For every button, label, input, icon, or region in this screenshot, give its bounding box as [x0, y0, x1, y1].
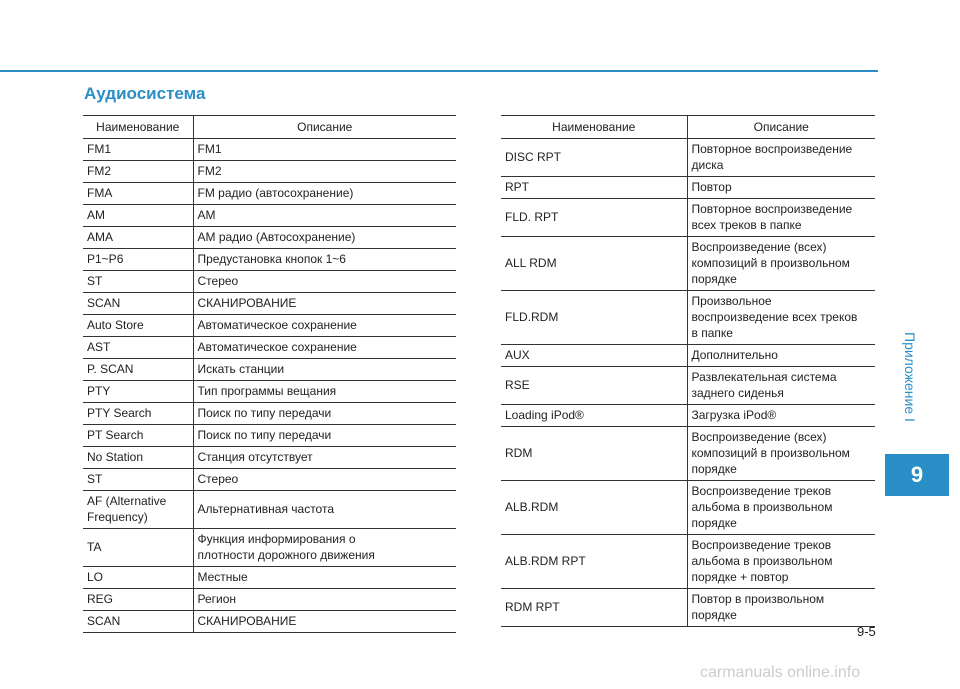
table-row [83, 337, 456, 359]
table-row [83, 139, 456, 161]
cell-name: DISC RPT [501, 139, 687, 177]
table-row [83, 491, 456, 529]
chapter-number-tab: 9 [885, 454, 949, 496]
table-row [501, 427, 875, 481]
cell-description: СКАНИРОВАНИЕ [193, 611, 456, 633]
cell-name: P1~P6 [83, 249, 193, 271]
cell-description: Станция отсутствует [193, 447, 456, 469]
cell-name: ST [83, 271, 193, 293]
cell-description: Автоматическое сохранение [193, 315, 456, 337]
cell-name: ST [83, 469, 193, 491]
table-row [501, 481, 875, 535]
cell-name: No Station [83, 447, 193, 469]
table-row [501, 405, 875, 427]
cell-name: SCAN [83, 293, 193, 315]
table-header-row [501, 116, 875, 139]
table-row [83, 293, 456, 315]
cell-description: Повтор [687, 177, 875, 199]
cell-description: Альтернативная частота [193, 491, 456, 529]
column-header-description: Описание [687, 116, 875, 139]
cell-description: Воспроизведение (всех) композиций в произвольном порядке [687, 427, 875, 481]
cell-name: TA [83, 529, 193, 567]
cell-description: Поиск по типу передачи [193, 425, 456, 447]
cell-description: Автоматическое сохранение [193, 337, 456, 359]
cell-name: Loading iPod® [501, 405, 687, 427]
cell-name: LO [83, 567, 193, 589]
side-tab-label: Приложение I [902, 332, 918, 422]
column-header-name: Наименование [83, 116, 193, 139]
cell-description: Повтор в произвольном порядке [687, 589, 875, 627]
cell-name: AM [83, 205, 193, 227]
cell-description: Повторное воспроизведение всех треков в папке [687, 199, 875, 237]
table-row [83, 529, 456, 567]
cell-name: PT Search [83, 425, 193, 447]
cell-name: AMA [83, 227, 193, 249]
table-row [501, 199, 875, 237]
cell-name: REG [83, 589, 193, 611]
section-title: Аудиосистема [84, 84, 206, 103]
table-row [83, 403, 456, 425]
cell-name: RDM [501, 427, 687, 481]
cell-description: Стерео [193, 469, 456, 491]
cell-description: Регион [193, 589, 456, 611]
table-row [83, 271, 456, 293]
cell-name: AUX [501, 345, 687, 367]
table-row [83, 469, 456, 491]
cell-name: Auto Store [83, 315, 193, 337]
cell-description: FM радио (автосохранение) [193, 183, 456, 205]
table-row [83, 205, 456, 227]
page-number: 9-5 [857, 624, 876, 639]
cell-description: Воспроизведение треков альбома в произвольном порядке [687, 481, 875, 535]
cell-name: SCAN [83, 611, 193, 633]
table-row [83, 161, 456, 183]
cell-name: RDM RPT [501, 589, 687, 627]
table-row [501, 345, 875, 367]
cell-description: FM1 [193, 139, 456, 161]
cell-description: Искать станции [193, 359, 456, 381]
cell-description: Воспроизведение (всех) композиций в произвольном порядке [687, 237, 875, 291]
table-row [83, 249, 456, 271]
column-header-name: Наименование [501, 116, 687, 139]
cell-description: Повторное воспроизведение диска [687, 139, 875, 177]
table-row [83, 611, 456, 633]
column-header-description: Описание [193, 116, 456, 139]
cell-description: AM [193, 205, 456, 227]
cell-name: RSE [501, 367, 687, 405]
cell-description: Дополнительно [687, 345, 875, 367]
table-row [83, 589, 456, 611]
cell-description: Поиск по типу передачи [193, 403, 456, 425]
table-row [83, 381, 456, 403]
cell-name: FM2 [83, 161, 193, 183]
cell-description: СКАНИРОВАНИЕ [193, 293, 456, 315]
cell-name: FM1 [83, 139, 193, 161]
cell-description: Предустановка кнопок 1~6 [193, 249, 456, 271]
table-row [501, 177, 875, 199]
watermark: carmanuals online.info [700, 664, 861, 681]
cell-name: ALL RDM [501, 237, 687, 291]
cell-description: Загрузка iPod® [687, 405, 875, 427]
table-row [501, 237, 875, 291]
cell-description: AM радио (Автосохранение) [193, 227, 456, 249]
cell-name: PTY [83, 381, 193, 403]
cell-description: Произвольное воспроизведение всех треков в папке [687, 291, 875, 345]
cell-name: ALB.RDM RPT [501, 535, 687, 589]
right-table [501, 115, 875, 627]
cell-description: Развлекательная система заднего сиденья [687, 367, 875, 405]
top-rule [0, 70, 878, 72]
table-row [501, 535, 875, 589]
table-row [501, 291, 875, 345]
cell-description: FM2 [193, 161, 456, 183]
cell-description: Воспроизведение треков альбома в произвольном порядке + повтор [687, 535, 875, 589]
cell-description: Местные [193, 567, 456, 589]
table-row [83, 315, 456, 337]
cell-name: AF (Alternative Frequency) [83, 491, 193, 529]
cell-description: Функция информирования о плотности дорожного движения [193, 529, 456, 567]
table-row [501, 589, 875, 627]
table-row [83, 227, 456, 249]
cell-name: AST [83, 337, 193, 359]
table-header-row [83, 116, 456, 139]
cell-description: Стерео [193, 271, 456, 293]
cell-name: FLD.RDM [501, 291, 687, 345]
table-row [83, 425, 456, 447]
cell-name: FLD. RPT [501, 199, 687, 237]
cell-name: RPT [501, 177, 687, 199]
cell-name: ALB.RDM [501, 481, 687, 535]
left-table [83, 115, 456, 633]
table-row [83, 567, 456, 589]
table-row [83, 359, 456, 381]
cell-name: FMA [83, 183, 193, 205]
table-row [501, 367, 875, 405]
table-row [83, 183, 456, 205]
cell-name: PTY Search [83, 403, 193, 425]
table-row [83, 447, 456, 469]
cell-name: P. SCAN [83, 359, 193, 381]
table-row [501, 139, 875, 177]
cell-description: Тип программы вещания [193, 381, 456, 403]
